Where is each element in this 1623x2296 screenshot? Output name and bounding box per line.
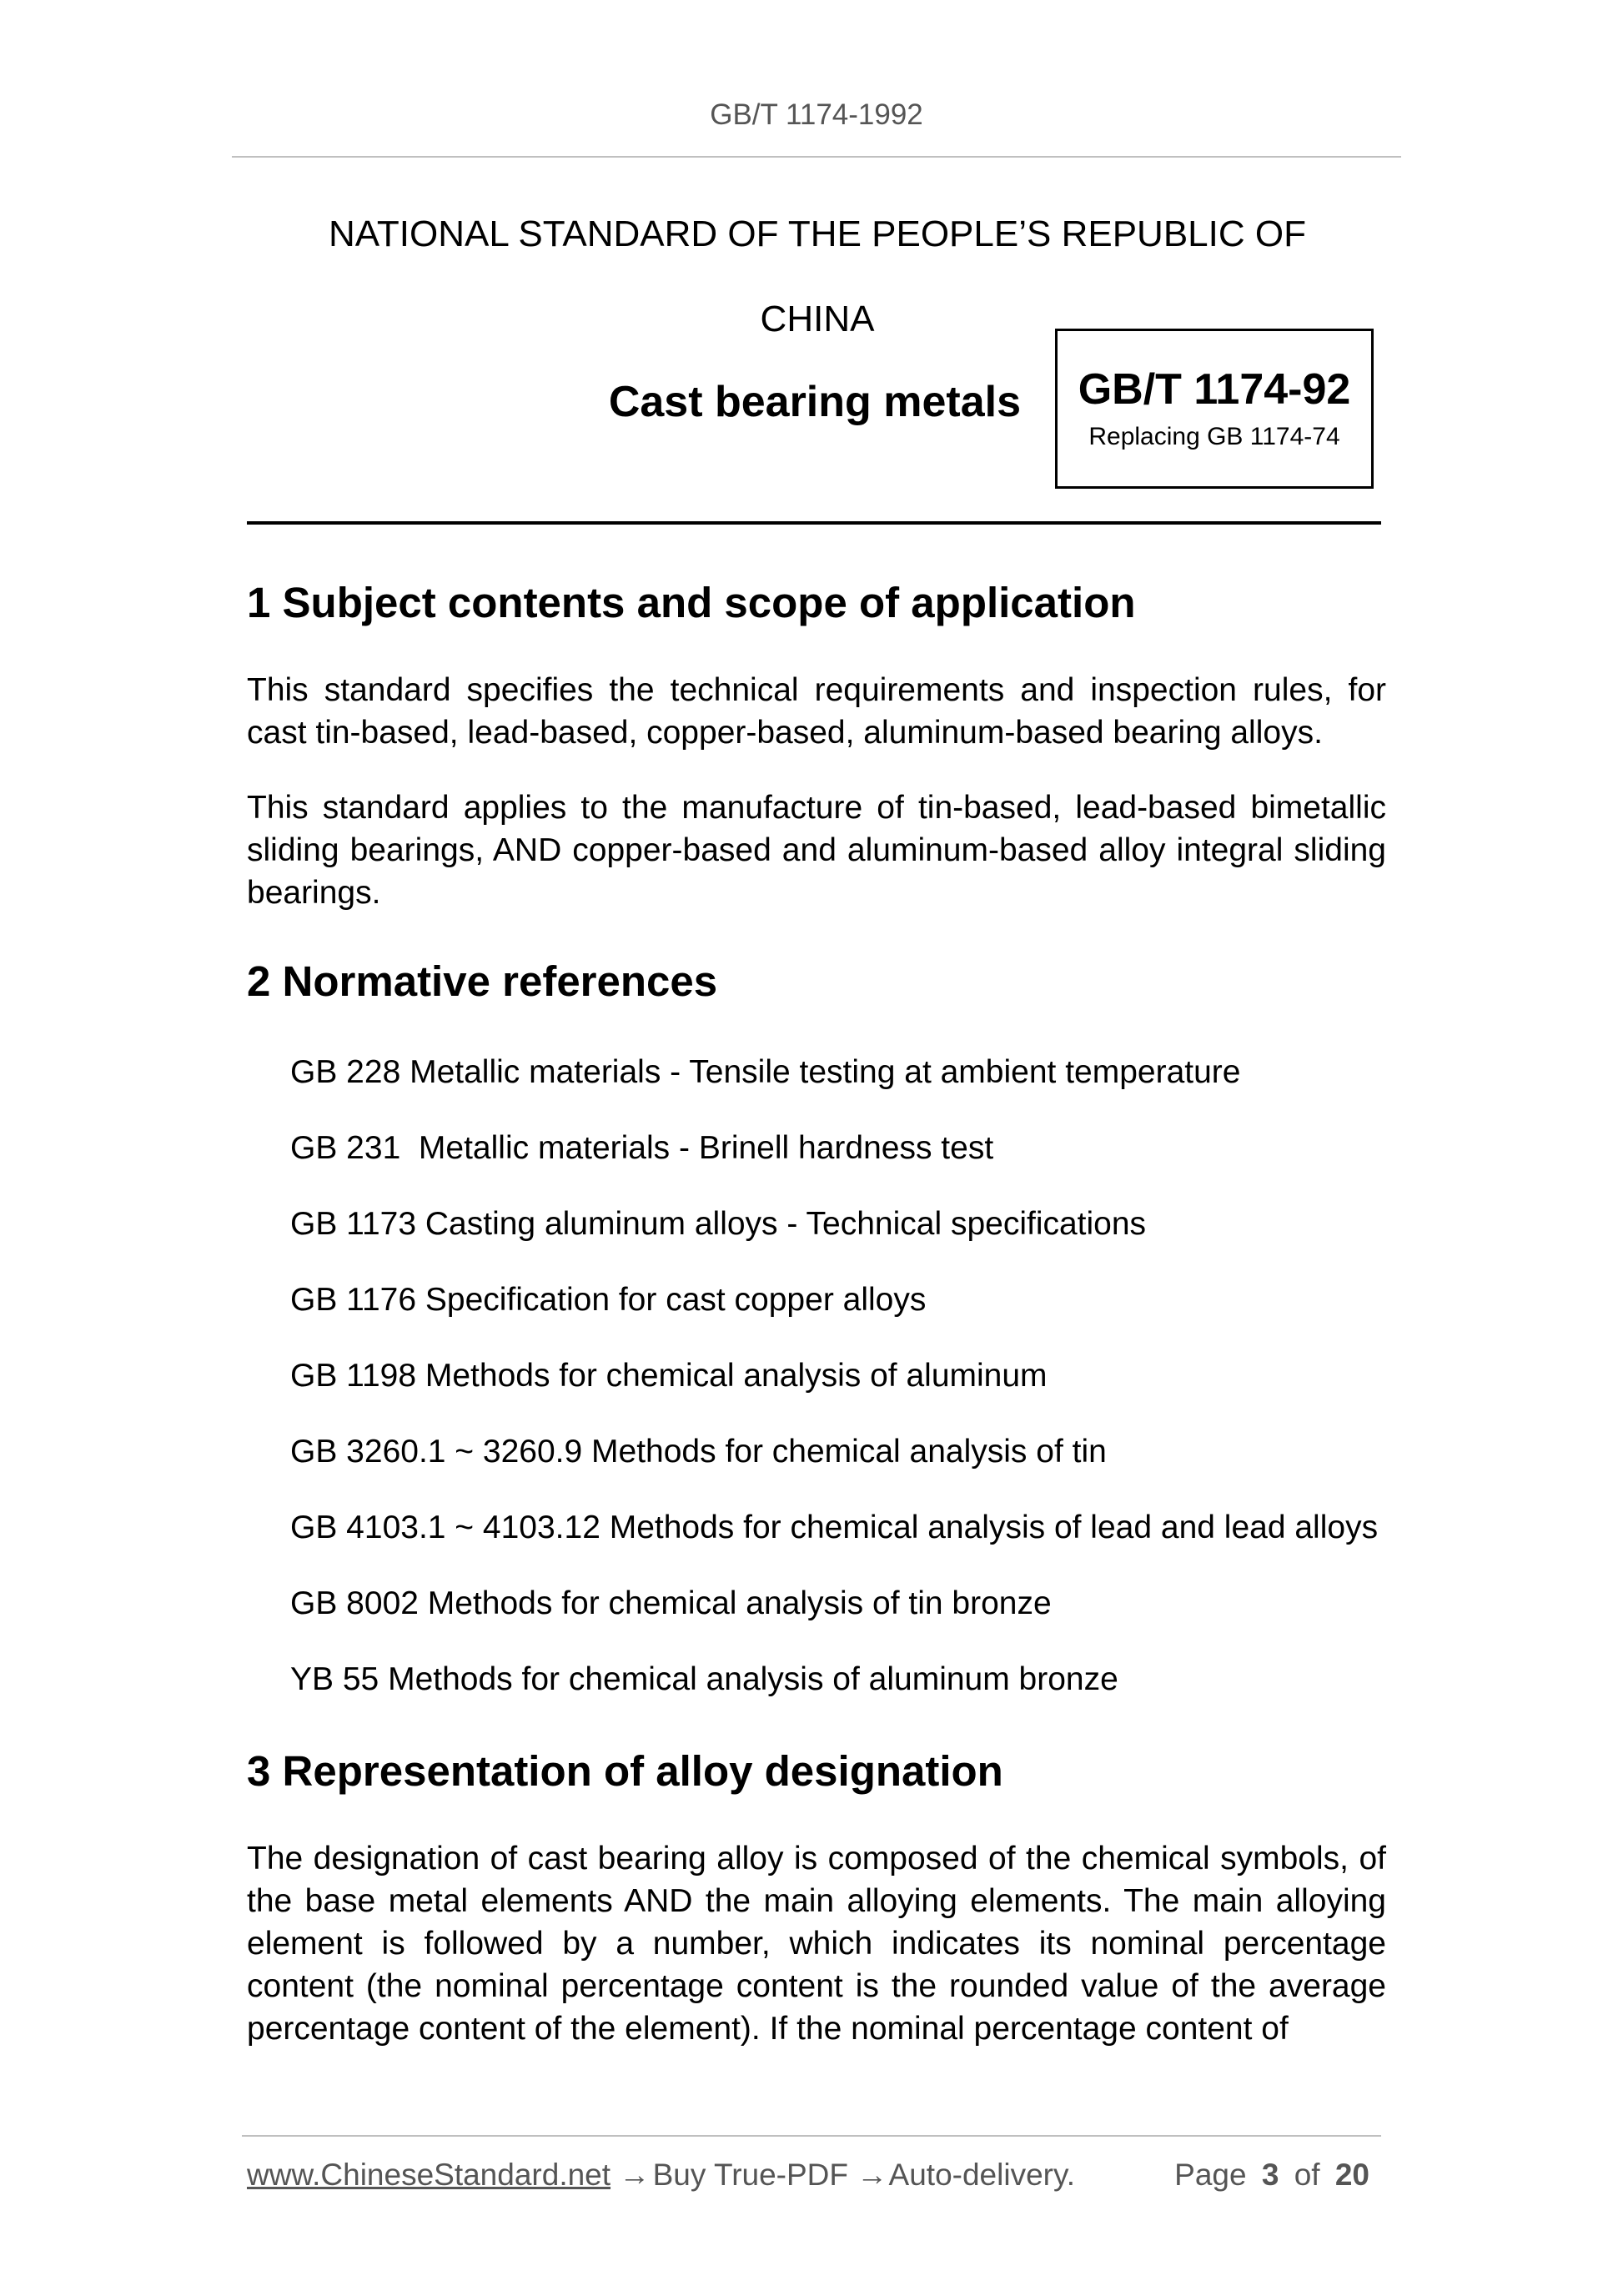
reference-item: GB 1198 Methods for chemical analysis of aluminum <box>290 1358 1048 1394</box>
page-number: 3 <box>1261 2158 1279 2192</box>
section-3-paragraph: The designation of cast bearing alloy is composed of the chemical symbols, of the base metal elements AND the main alloying elements. The main alloying element is followed by a number, which indicates its nominal percentage content (the nominal percentage content is the rounded value of the average percentage content of the element). If the nominal percentage content of <box>247 1841 1386 2047</box>
standard-title: Cast bearing metals <box>608 378 1021 426</box>
reference-item: GB 3260.1 ~ 3260.9 Methods for chemical analysis of tin <box>290 1434 1107 1470</box>
document-body <box>247 574 1386 2050</box>
buy-text: Buy True-PDF <box>652 2158 849 2192</box>
header-divider <box>232 156 1401 158</box>
national-standard-title-line1: NATIONAL STANDARD OF THE PEOPLE’S REPUBLIC OF <box>329 214 1306 254</box>
arrow-right-icon: → <box>857 2158 888 2192</box>
reference-item: YB 55 Methods for chemical analysis of aluminum bronze <box>290 1661 1118 1697</box>
reference-item: GB 4103.1 ~ 4103.12 Methods for chemical analysis of lead and lead alloys <box>290 1510 1379 1545</box>
arrow-right-icon: → <box>619 2158 651 2192</box>
footer-divider <box>242 2135 1381 2137</box>
reference-item: GB 228 Metallic materials - Tensile testing at ambient temperature <box>290 1054 1241 1090</box>
section-1-heading: 1 Subject contents and scope of application <box>247 579 1136 626</box>
standard-code: GB/T 1174-92 <box>1078 365 1351 414</box>
normative-reference-list <box>247 1051 1386 1701</box>
section-2-heading: 2 Normative references <box>247 957 718 1005</box>
website-link[interactable]: www.ChineseStandard.net <box>247 2158 611 2192</box>
page-indicator <box>1174 2158 1376 2193</box>
page-label: Page <box>1174 2158 1247 2192</box>
page-footer <box>247 2158 1376 2193</box>
reference-item: GB 8002 Methods for chemical analysis of tin bronze <box>290 1585 1052 1621</box>
section-1-paragraph-1: This standard specifies the technical requirements and inspection rules, for cast tin-based, lead-based, copper-based, aluminum-based bearing alloys. <box>247 672 1386 751</box>
national-standard-title-line2: CHINA <box>760 299 875 339</box>
standard-code-box <box>1055 329 1374 489</box>
replacing-note: Replacing GB 1174-74 <box>1088 423 1340 450</box>
reference-item: GB 1176 Specification for cast copper alloys <box>290 1282 927 1318</box>
section-3-heading: 3 Representation of alloy designation <box>247 1747 1003 1795</box>
of-label: of <box>1294 2158 1320 2192</box>
reference-item: GB 1173 Casting aluminum alloys - Technical specifications <box>290 1206 1147 1242</box>
reference-item: GB 231 Metallic materials - Brinell hardness test <box>290 1130 994 1166</box>
delivery-text: Auto-delivery. <box>888 2158 1076 2192</box>
total-pages: 20 <box>1334 2158 1369 2192</box>
running-header: GB/T 1174-1992 <box>710 98 923 131</box>
title-divider <box>247 521 1381 525</box>
section-1-paragraph-2: This standard applies to the manufacture of tin-based, lead-based bimetallic sliding bearings, AND copper-based and aluminum-based alloy integral sliding bearings. <box>247 790 1386 911</box>
